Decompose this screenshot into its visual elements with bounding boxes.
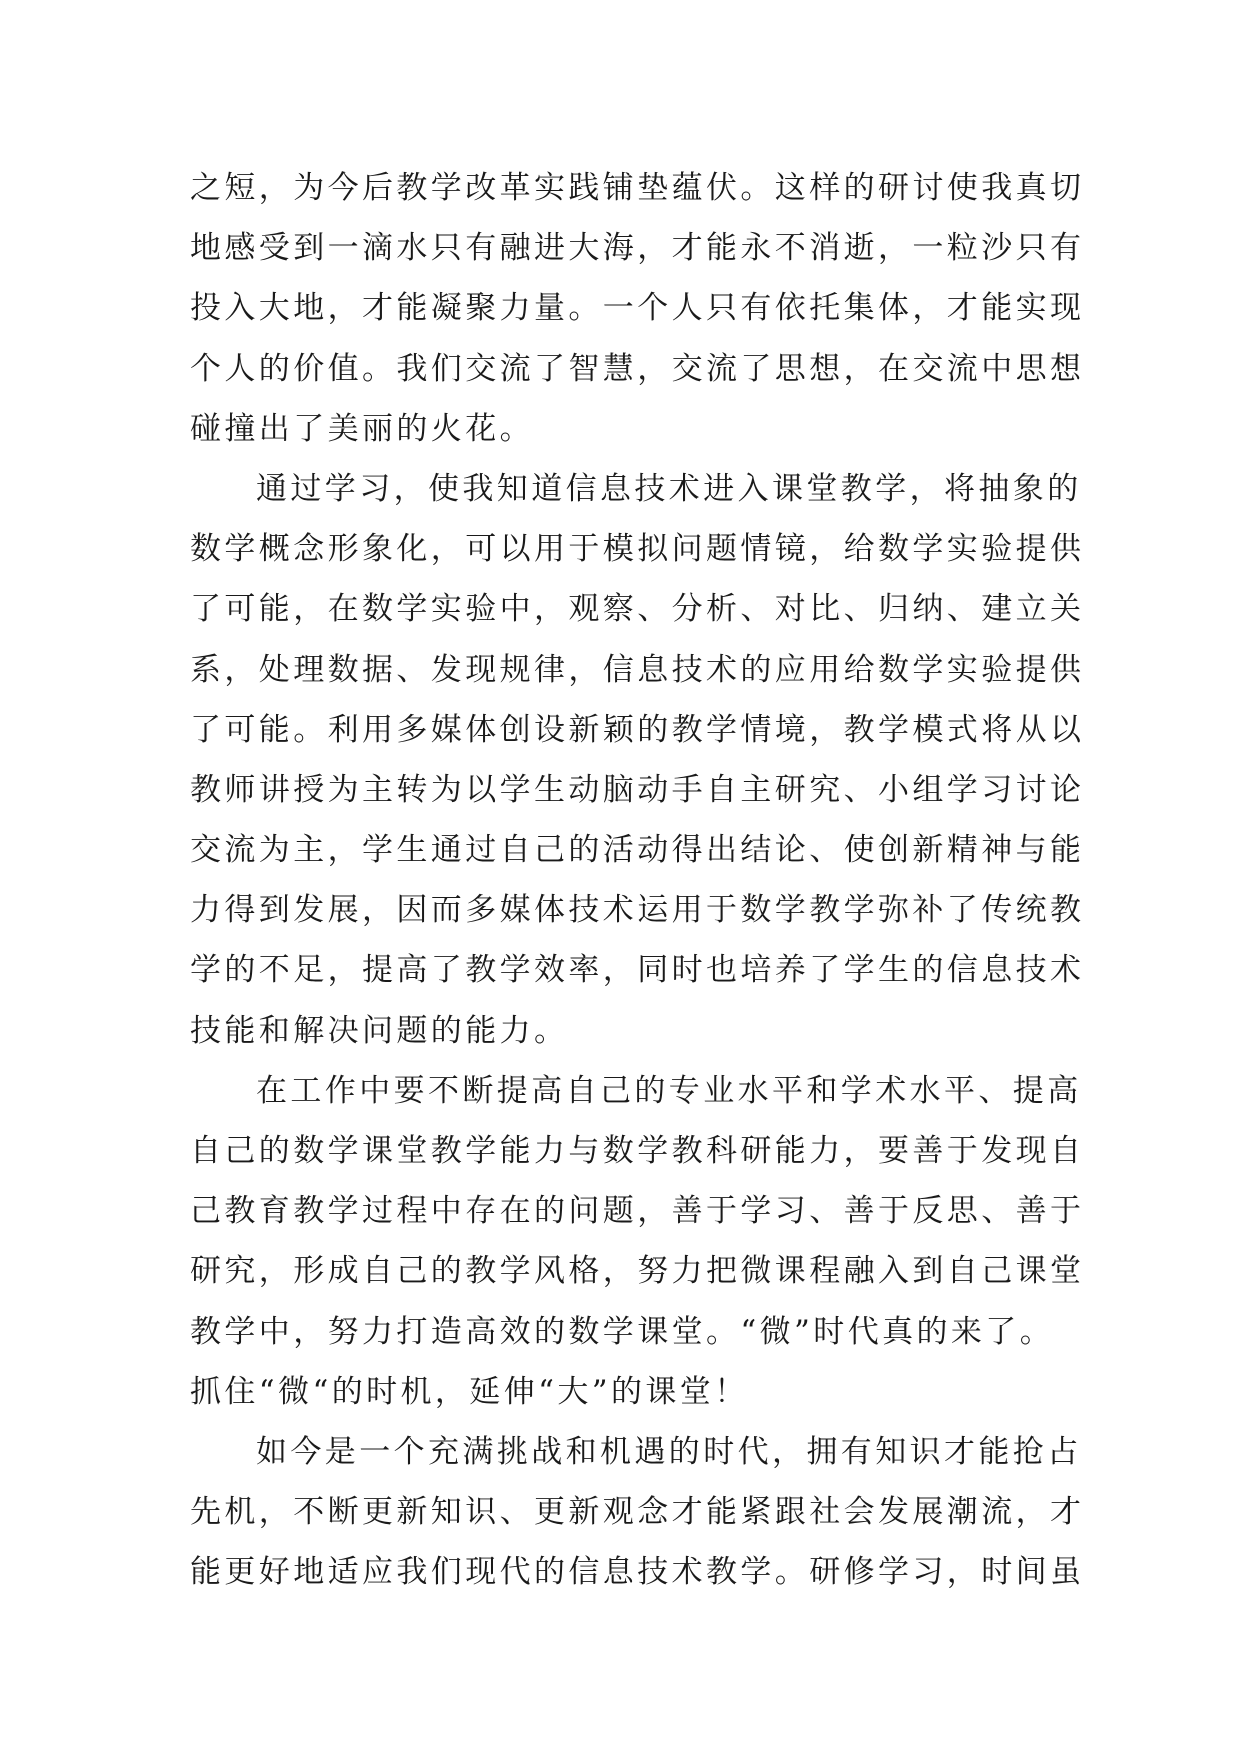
paragraph-first-line: 在工作中要不断提高自己的专业水平和学术水平、提高 <box>256 1072 1082 1109</box>
paragraph-first-line: 通过学习，使我知道信息技术进入课堂教学，将抽象的 <box>256 470 1082 507</box>
text-line: 自己的数学课堂教学能力与数学教科研能力，要善于发现自 <box>190 1133 1085 1169</box>
text-line: 了可能。利用多媒体创设新颖的教学情境，教学模式将从以 <box>190 711 1085 748</box>
text-line: 力得到发展，因而多媒体技术运用于数学教学弥补了传统教 <box>190 892 1085 929</box>
text-line: 教学中，努力打造高效的数学课堂。“微”时代真的来了。 <box>190 1313 1055 1350</box>
text-line: 个人的价值。我们交流了智慧，交流了思想，在交流中思想 <box>190 350 1085 387</box>
text-line: 学的不足，提高了教学效率，同时也培养了学生的信息技术 <box>190 952 1085 989</box>
text-line: 之短，为今后教学改革实践铺垫蕴伏。这样的研讨使我真切 <box>190 170 1085 206</box>
text-line: 己教育教学过程中存在的问题，善于学习、善于反思、善于 <box>190 1193 1085 1230</box>
text-line: 投入大地，才能凝聚力量。一个人只有依托集体，才能实现 <box>190 290 1085 327</box>
text-line: 地感受到一滴水只有融进大海，才能永不消逝，一粒沙只有 <box>190 230 1085 267</box>
body-text <box>190 158 1085 1603</box>
text-line: 了可能，在数学实验中，观察、分析、对比、归纳、建立关 <box>190 591 1085 628</box>
text-line: 系，处理数据、发现规律，信息技术的应用给数学实验提供 <box>190 651 1085 688</box>
text-line: 教师讲授为主转为以学生动脑动手自主研究、小组学习讨论 <box>190 771 1085 808</box>
text-line: 先机，不断更新知识、更新观念才能紧跟社会发展潮流，才 <box>190 1494 1085 1531</box>
text-line: 交流为主，学生通过自己的活动得出结论、使创新精神与能 <box>190 832 1085 869</box>
text-line: 研究，形成自己的教学风格，努力把微课程融入到自己课堂 <box>190 1253 1085 1290</box>
paragraph-first-line: 如今是一个充满挑战和机遇的时代，拥有知识才能抢占 <box>256 1433 1082 1470</box>
text-line: 技能和解决问题的能力。 <box>190 1012 569 1049</box>
text-line: 抓住“微“的时机，延伸“大”的课堂！ <box>190 1373 749 1410</box>
text-line: 能更好地适应我们现代的信息技术教学。研修学习，时间虽 <box>190 1554 1085 1591</box>
text-line: 数学概念形象化，可以用于模拟问题情镜，给数学实验提供 <box>190 531 1085 568</box>
text-line: 碰撞出了美丽的火花。 <box>190 410 534 447</box>
